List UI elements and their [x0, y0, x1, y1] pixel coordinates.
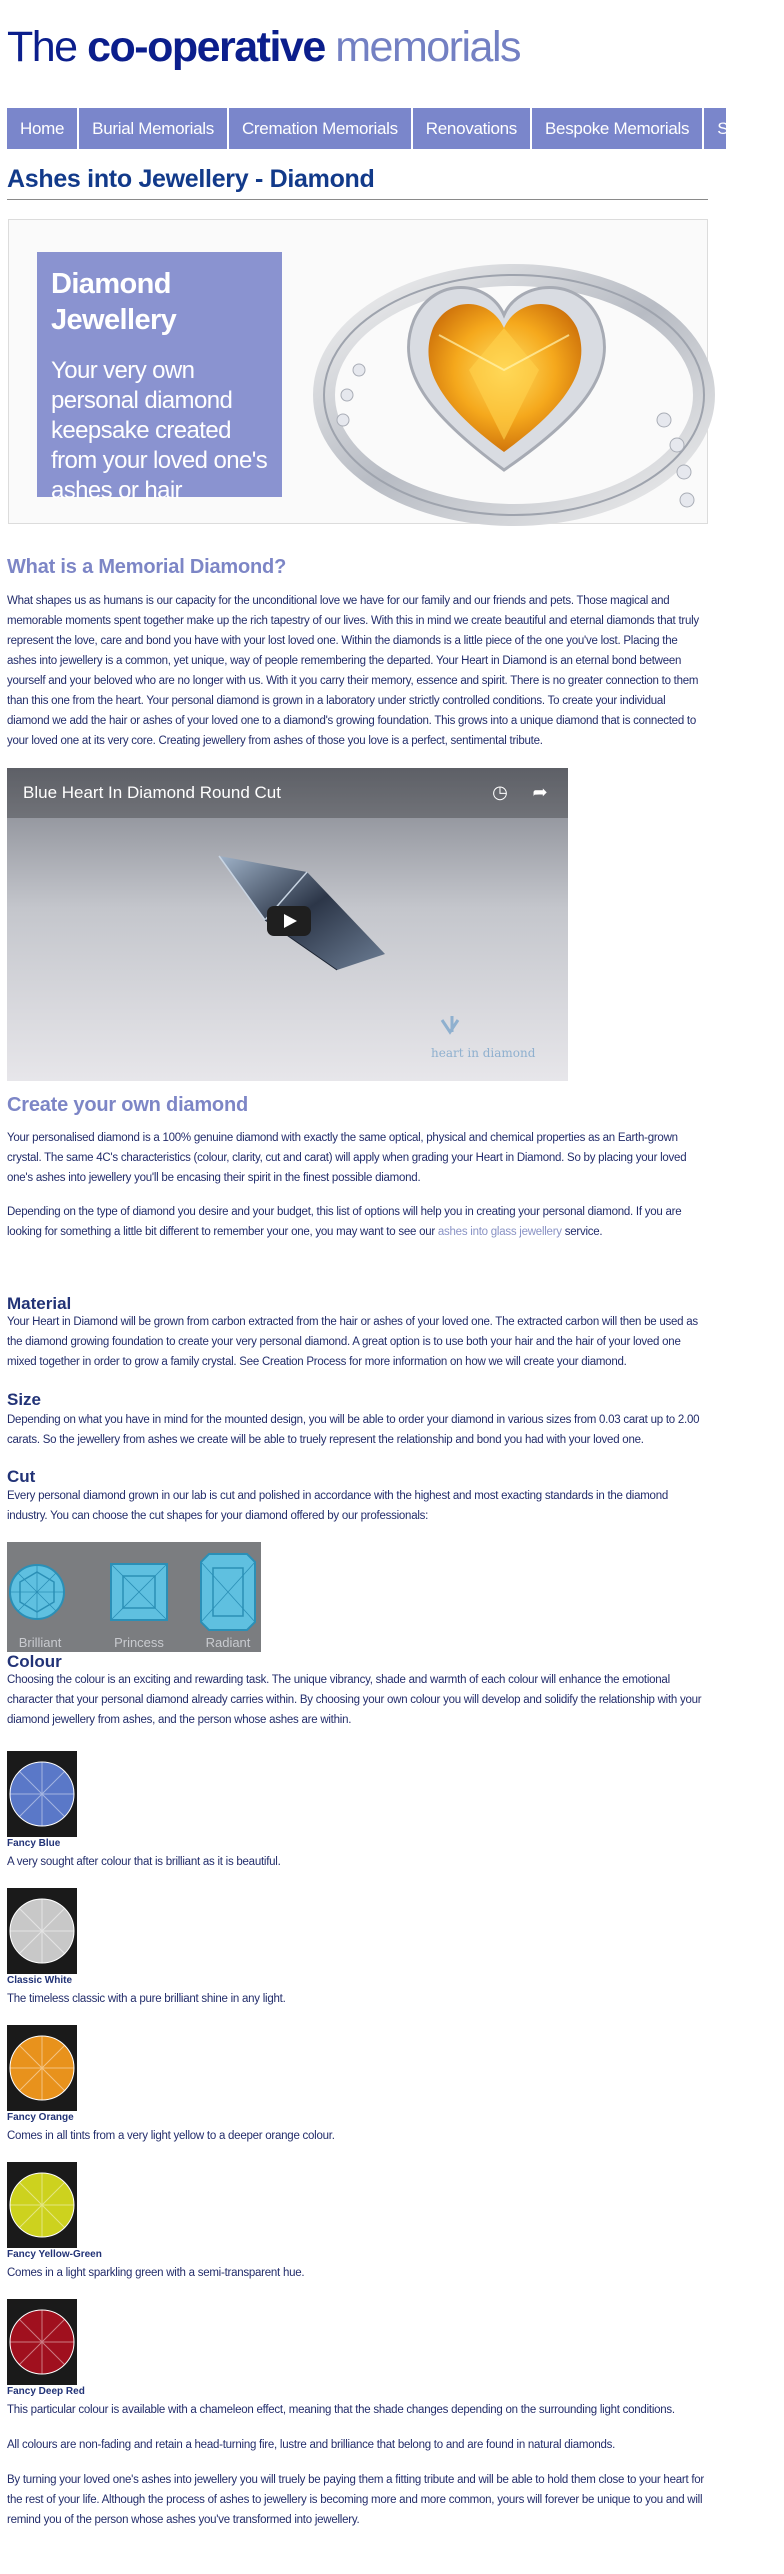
closing-colours-note: All colours are non-fading and retain a head-turning fire, lustre and brilliance that belong to and are found in natural diamonds.: [7, 2439, 616, 2451]
size-body: Depending on what you have in mind for the mounted design, you will be able to order your diamond in various sizes from 0.03 carat up to 2.00 carats. So the jewellery from ashes we create will be able to truely represent the relationship and bond you had with your loved one.: [7, 1414, 700, 1446]
colour-desc-fancy-deep-red: This particular colour is available with a chameleon effect, meaning that the shade changes depending on the surrounding light conditions.: [7, 2404, 675, 2416]
section-heading-create-diamond: Create your own diamond: [7, 1094, 248, 1116]
colour-name-fancy-deep-red: Fancy Deep Red: [7, 2386, 85, 2397]
colour-name-fancy-blue: Fancy Blue: [7, 1838, 61, 1849]
brilliant-cut-icon: [7, 1542, 73, 1632]
main-nav: [7, 108, 771, 149]
nav-item-renovations[interactable]: Renovations: [413, 108, 532, 149]
video-player[interactable]: [7, 768, 568, 1081]
logo-the: The: [7, 23, 77, 71]
page-title: Ashes into Jewellery - Diamond: [7, 165, 375, 193]
colour-name-classic-white: Classic White: [7, 1975, 73, 1986]
fancy-orange-diamond-icon: [7, 2025, 77, 2111]
cut-label-radiant: Radiant: [205, 1635, 251, 1650]
cut-option-brilliant[interactable]: [7, 1542, 73, 1652]
fancy-deep-red-diamond-icon: [7, 2299, 77, 2385]
logo-coop: co-operative: [87, 23, 325, 71]
colour-name-fancy-yellow-green: Fancy Yellow-Green: [7, 2249, 102, 2260]
size-heading: Size: [7, 1390, 42, 1409]
options-text-pre: Depending on the type of diamond you desire and your budget, this list of options will help you in creating your personal diamond. If you are looking for something a little bit different to remember your one, you may want to see our: [7, 1206, 682, 1238]
colour-swatch-fancy-orange[interactable]: [7, 2025, 77, 2111]
colour-desc-fancy-blue: A very sought after colour that is brilliant as it is beautiful.: [7, 1856, 281, 1868]
site-logo[interactable]: [7, 23, 521, 71]
cut-heading: Cut: [7, 1467, 36, 1486]
cut-shapes-panel: [7, 1542, 261, 1652]
video-title: Blue Heart In Diamond Round Cut: [23, 783, 281, 802]
watch-later-icon[interactable]: ◷: [492, 782, 508, 802]
classic-white-diamond-icon: [7, 1888, 77, 1974]
share-icon[interactable]: ➦: [532, 782, 548, 802]
closing-tribute-text: By turning your loved one's ashes into jewellery you will truely be paying them a fitting tribute and will be able to hold them close to your heart for the rest of your life. Although the process of ashes to jewellery is becoming more and more common, yours will forever be unique to you and will remind you of the person whose ashes you've transformed into jewellery.: [7, 2474, 705, 2526]
radiant-cut-icon: [195, 1542, 261, 1632]
colour-desc-classic-white: The timeless classic with a pure brilliant shine in any light.: [7, 1993, 286, 2005]
section-heading-memorial-diamond: What is a Memorial Diamond?: [7, 556, 287, 578]
hero-banner: [8, 219, 708, 524]
logo-memorials: memorials: [335, 23, 521, 71]
colour-swatch-fancy-yellow-green[interactable]: [7, 2162, 77, 2248]
colour-swatch-fancy-blue[interactable]: [7, 1751, 77, 1837]
options-text-post: service.: [561, 1226, 603, 1238]
material-heading: Material: [7, 1294, 72, 1313]
section-body-options: [7, 1202, 709, 1242]
cut-label-brilliant: Brilliant: [18, 1635, 62, 1650]
cut-option-radiant[interactable]: [195, 1542, 261, 1652]
nav-item-burial-memorials[interactable]: Burial Memorials: [79, 108, 229, 149]
nav-item-home[interactable]: Home: [7, 108, 79, 149]
colour-desc-fancy-orange: Comes in all tints from a very light yellow to a deeper orange colour.: [7, 2130, 335, 2142]
title-divider: [7, 199, 708, 200]
cut-label-princess: Princess: [114, 1635, 164, 1650]
nav-item-cremation-memorials[interactable]: Cremation Memorials: [229, 108, 413, 149]
nav-item-special[interactable]: Special: [717, 119, 771, 138]
ashes-into-glass-link[interactable]: ashes into glass jewellery: [437, 1226, 562, 1238]
section-body-create-diamond: Your personalised diamond is a 100% genuine diamond with exactly the same optical, physical and chemical properties as an Earth-grown crystal. The same 4C's characteristics (colour, clarity, cut and carat) will apply when grading your Heart in Diamond. So by placing your loved one's ashes into jewellery you'll be encasing their spirit in the finest possible diamond.: [7, 1132, 687, 1184]
hero-heading: Diamond Jewellery: [51, 268, 177, 336]
colour-swatch-classic-white[interactable]: [7, 1888, 77, 1974]
hero-text: Your very own personal diamond keepsake created from your loved one's ashes or hair: [51, 357, 268, 504]
nav-item-bespoke-memorials[interactable]: Bespoke Memorials: [532, 108, 704, 149]
play-button[interactable]: [267, 906, 311, 936]
cut-option-princess[interactable]: [101, 1542, 167, 1652]
colour-body: Choosing the colour is an exciting and rewarding task. The unique vibrancy, shade and warmth of each colour will enhance the emotional character that your personal diamond already carries within. By choosing your own colour you will develop and solidify the relationship with your diamond jewellery from ashes, and the person whose ashes are within.: [7, 1674, 702, 1726]
colour-name-fancy-orange: Fancy Orange: [7, 2112, 74, 2123]
video-brand-watermark: heart in diamond: [431, 1046, 536, 1060]
section-body-memorial-diamond: What shapes us as humans is our capacity for the unconditional love we have for our family and our friends and pets. Those magical and memorable moments spent together make up the rich tapestry of our lives. With this in mind we create beautiful and eternal diamonds that truly represent the love, care and bond you have with your lost loved one. Within the diamonds is a little piece of the one you've lost. Placing the ashes into jewellery is a common, yet unique, way of people remembering the departed. Your Heart in Diamond is an eternal bond between yourself and your beloved who are no longer with us. With it you carry their memory, essence and spirit. There is no greater connection to them than this one from the heart. Your personal diamond is grown in a laboratory under strictly controlled conditions. To create your individual diamond we add the hair or ashes of your loved one to a diamond's growing foundation. This grows into a unique diamond that is connected to your loved one at its very core. Creating jewellery from ashes of those you love is a perfect, sentimental tribute.: [7, 595, 699, 747]
colour-swatch-fancy-deep-red[interactable]: [7, 2299, 77, 2385]
fancy-yellow-green-diamond-icon: [7, 2162, 77, 2248]
heart-diamond-ring-image: [299, 220, 709, 525]
hero-text-box: [37, 252, 282, 504]
cut-body: Every personal diamond grown in our lab is cut and polished in accordance with the highest and most exacting standards in the diamond industry. You can choose the cut shapes for your diamond offered by our professionals:: [7, 1490, 668, 1522]
colour-desc-fancy-yellow-green: Comes in a light sparkling green with a semi-transparent hue.: [7, 2267, 305, 2279]
colour-heading: Colour: [7, 1652, 62, 1671]
princess-cut-icon: [101, 1542, 167, 1632]
material-body: Your Heart in Diamond will be grown from carbon extracted from the hair or ashes of your loved one. The extracted carbon will then be used as the diamond growing foundation to create your very personal diamond. A great option is to use both your hair and the hair of your loved one mixed together in order to grow a family crystal. See Creation Process for more information on how we will create your diamond.: [7, 1316, 698, 1368]
fancy-blue-diamond-icon: [7, 1751, 77, 1837]
